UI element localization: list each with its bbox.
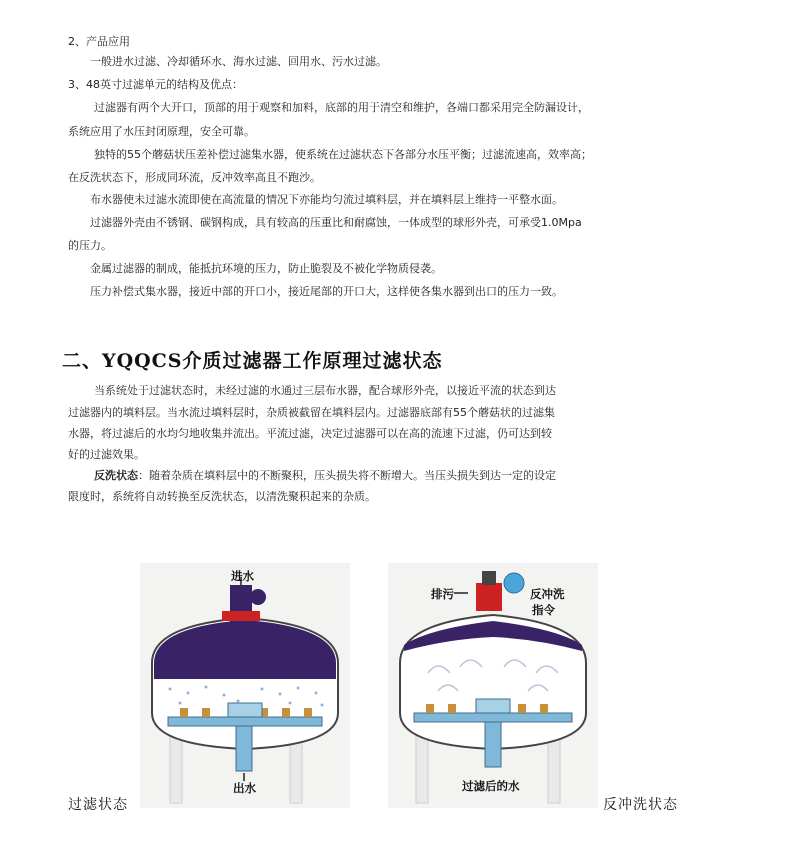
s2-para2-line2: 限度时，系统将自动转换至反洗状态，以清洗聚积起来的杂质。	[68, 490, 376, 503]
backwash-state-caption: 反冲洗状态	[603, 797, 678, 813]
para2-line2: 在反洗状态下，形成同环流，反冲效率高且不跑沙。	[68, 171, 321, 184]
s2-para1-line1: 当系统处于过滤状态时，未经过滤的水通过三层布水器，配合球形外壳，以接近平流的状态到达	[94, 384, 556, 397]
filtering-state-diagram	[140, 563, 350, 808]
item2-title: 2、产品应用	[68, 35, 130, 48]
para1-line2: 系统应用了水压封闭原理，安全可靠。	[68, 125, 255, 138]
filtering-state-caption: 过滤状态	[68, 797, 128, 813]
s2-para1-line4: 好的过滤效果。	[68, 448, 145, 461]
para4-line1: 过滤器外壳由不锈钢、碳钢构成，具有较高的压重比和耐腐蚀，一体成型的球形外壳，可承受1.0Mpa	[90, 216, 582, 229]
backwash-state-diagram	[388, 563, 598, 808]
para3-line1: 布水器使未过滤水流即使在高流量的情况下亦能均匀流过填料层，并在填料层上维持一平整水面。	[90, 193, 563, 206]
item2-body: 一般进水过滤、冷却循环水、海水过滤、回用水、污水过滤。	[90, 55, 387, 68]
inlet-label: 进水	[231, 569, 254, 583]
filtered-water-label: 过滤后的水	[462, 779, 520, 793]
backwash-command-label-line1: 反冲洗	[530, 587, 565, 601]
item3-title: 3、48英寸过滤单元的结构及优点：	[68, 78, 243, 91]
drain-label: 排污	[431, 587, 454, 601]
s2-para2-line1-rest: ：随着杂质在填料层中的不断聚积，压头损失将不断增大。当压头损失到达一定的设定	[138, 469, 556, 482]
para1-line1: 过滤器有两个大开口，顶部的用于观察和加料，底部的用于清空和维护，各端口都采用完全防漏设计，	[94, 101, 589, 114]
backwash-state-label: 反洗状态	[94, 469, 138, 482]
para6-line1: 压力补偿式集水器，接近中部的开口小，接近尾部的开口大，这样使各集水器到出口的压力一致。	[90, 285, 563, 298]
para5-line1: 金属过滤器的制成，能抵抗环境的压力，防止脆裂及不被化学物质侵袭。	[90, 262, 442, 275]
s2-para2-line1	[94, 468, 556, 483]
s2-para1-line2: 过滤器内的填料层。当水流过填料层时，杂质被截留在填料层内。过滤器底部有55个蘑菇状的过滤集	[68, 406, 555, 419]
para4-line2: 的压力。	[68, 239, 112, 252]
section2-heading: 二、YQQCS介质过滤器工作原理过滤状态	[62, 350, 443, 372]
para2-line1: 独特的55个蘑菇状压差补偿过滤集水器，使系统在过滤状态下各部分水压平衡；过滤流速高，效率高；	[94, 148, 592, 161]
backwash-command-label-line2: 指令	[532, 603, 555, 617]
s2-para1-line3: 水器，将过滤后的水均匀地收集并流出。平流过滤，决定过滤器可以在高的流速下过滤，仍可达到较	[68, 427, 552, 440]
outlet-label: 出水	[233, 781, 256, 795]
